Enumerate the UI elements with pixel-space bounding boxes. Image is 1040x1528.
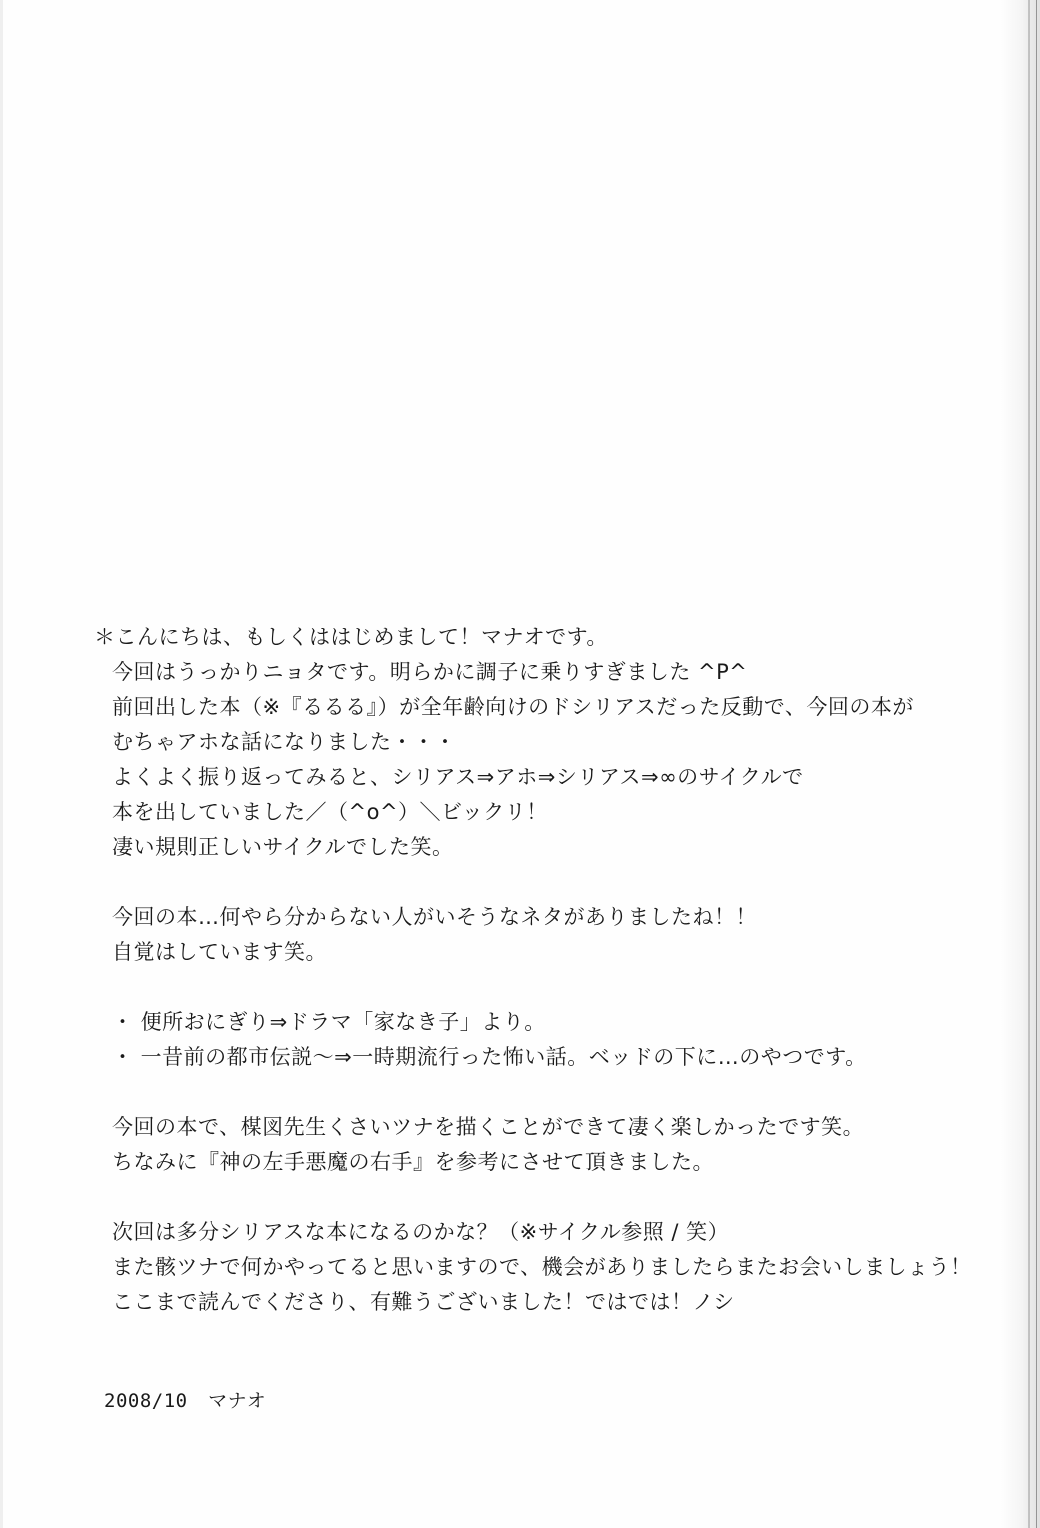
paragraph-gap [104, 865, 964, 900]
afterword-text [94, 620, 972, 1320]
text-line: 自覚はしています笑。 [112, 940, 327, 964]
text-line: また骸ツナで何かやってると思いますので、機会がありましたらまたお会いしましょう！ [112, 1255, 972, 1279]
page-left-edge [0, 0, 3, 1528]
text-line: ここまで読んでくださり、有難うございました！ではでは！ノシ [112, 1290, 735, 1314]
text-line: ちなみに『神の左手悪魔の右手』を参考にさせて頂きました。 [112, 1150, 714, 1174]
signature [104, 1387, 266, 1415]
page-edge-line [1028, 0, 1030, 1528]
signature-date: 2008/10 [104, 1390, 188, 1412]
text-line: 前回出した本（※『るるる』）が全年齢向けのドシリアスだった反動で、今回の本が [112, 695, 914, 719]
page-edge-line-outer [1036, 0, 1037, 1528]
signature-author: マナオ [208, 1390, 267, 1412]
bullet-item: ・ 便所おにぎり⇒ドラマ「家なき子」より。 [112, 1010, 546, 1034]
paragraph-gap [104, 1180, 964, 1215]
text-line: ＊こんにちは、もしくははじめまして！マナオです。 [94, 625, 608, 649]
page-edge-shadow [1000, 0, 1040, 1528]
paragraph-gap [104, 1075, 964, 1110]
paragraph-gap [104, 970, 964, 1005]
text-line: 今回はうっかりニョタです。明らかに調子に乗りすぎました ^P^ [112, 660, 748, 684]
text-line: 今回の本…何やら分からない人がいそうなネタがありましたね！！ [112, 905, 757, 929]
text-line: 本を出していました／（^o^）＼ビックリ！ [112, 800, 548, 824]
bullet-item: ・ 一昔前の都市伝説〜⇒一時期流行った怖い話。ベッドの下に…のやつです。 [112, 1045, 867, 1069]
text-line: 凄い規則正しいサイクルでした笑。 [112, 835, 454, 859]
text-line: 次回は多分シリアスな本になるのかな？（※サイクル参照 / 笑） [112, 1220, 730, 1244]
text-line: よくよく振り返ってみると、シリアス⇒アホ⇒シリアス⇒∞のサイクルで [112, 765, 804, 789]
text-line: むちゃアホな話になりました・・・ [112, 730, 456, 754]
text-line: 今回の本で、楳図先生くさいツナを描くことができて凄く楽しかったです笑。 [112, 1115, 865, 1139]
